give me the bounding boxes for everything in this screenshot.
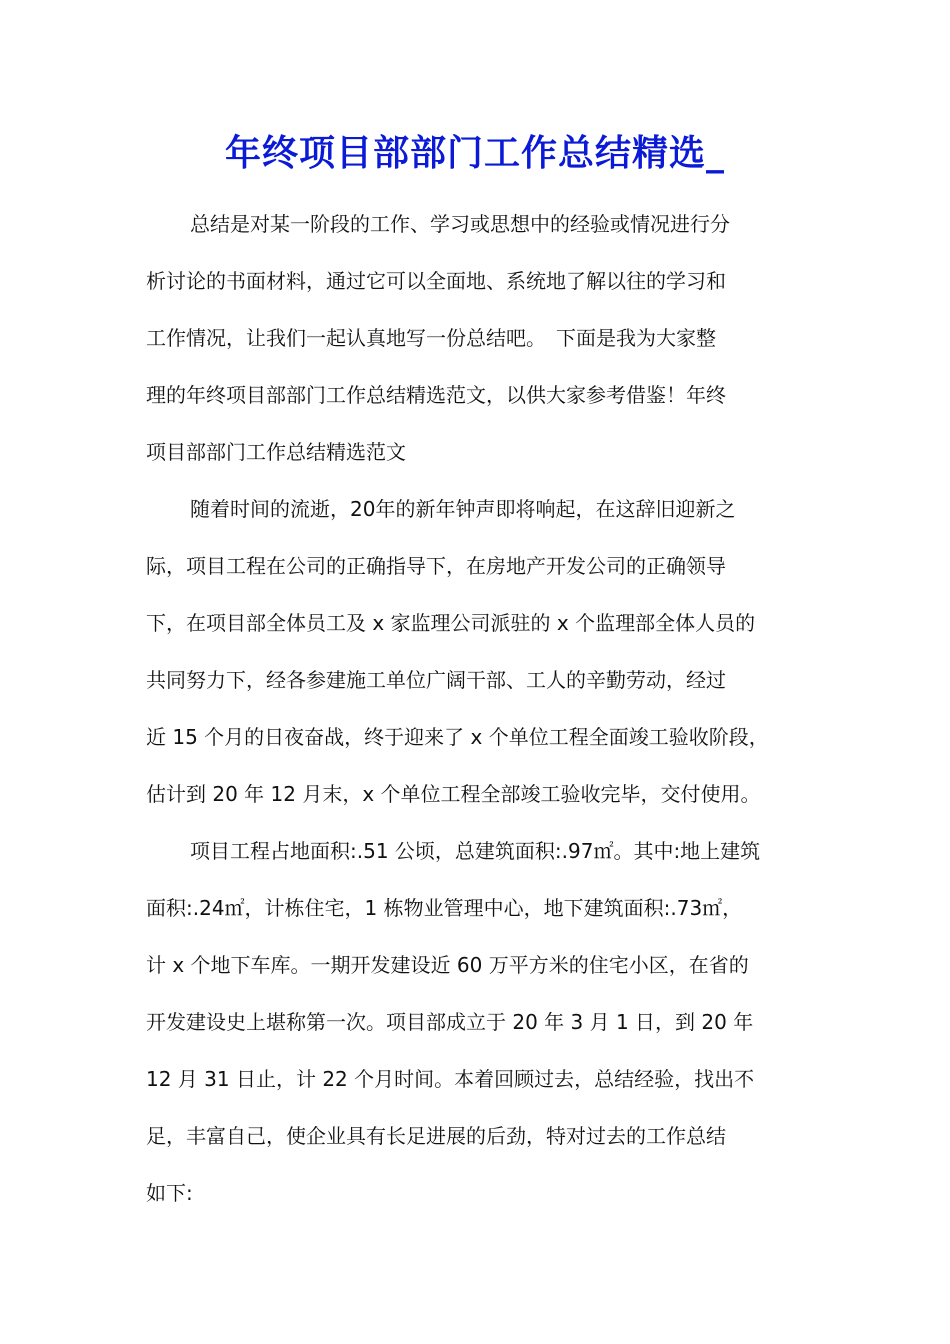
paragraph-3-line-6: 足，丰富自己，使企业具有长足进展的后劲，特对过去的工作总结 <box>146 1124 726 1148</box>
paragraph-3-line-5: 12 月 31 日止，计 22 个月时间。本着回顾过去，总结经验，找出不 <box>146 1067 755 1091</box>
paragraph-3-line-2: 面积:.24㎡，计栋住宅，1 栋物业管理中心，地下建筑面积:.73㎡， <box>146 896 743 920</box>
paragraph-2-line-1: 随着时间的流逝，20年的新年钟声即将响起，在这辞旧迎新之 <box>190 497 736 521</box>
paragraph-3-line-1: 项目工程占地面积:.51 公顷，总建筑面积:.97㎡。其中:地上建筑 <box>190 839 761 863</box>
paragraph-1-line-4: 理的年终项目部部门工作总结精选范文，以供大家参考借鉴！年终 <box>146 383 726 407</box>
paragraph-3-line-7: 如下: <box>146 1181 193 1205</box>
paragraph-2-line-3: 下，在项目部全体员工及 x 家监理公司派驻的 x 个监理部全体人员的 <box>146 611 756 635</box>
paragraph-1-line-5: 项目部部门工作总结精选范文 <box>146 440 406 464</box>
paragraph-3-line-3: 计 x 个地下车库。一期开发建设近 60 万平方米的住宅小区，在省的 <box>146 953 749 977</box>
paragraph-2-line-5: 近 15 个月的日夜奋战，终于迎来了 x 个单位工程全面竣工验收阶段， <box>146 725 769 749</box>
paragraph-3-line-4: 开发建设史上堪称第一次。项目部成立于 20 年 3 月 1 日，到 20 年 <box>146 1010 754 1034</box>
paragraph-1-line-3: 工作情况，让我们一起认真地写一份总结吧。 下面是我为大家整 <box>146 326 716 350</box>
paragraph-1-line-2: 析讨论的书面材料，通过它可以全面地、系统地了解以往的学习和 <box>146 269 726 293</box>
paragraph-2-line-4: 共同努力下，经各参建施工单位广阔干部、工人的辛勤劳动，经过 <box>146 668 726 692</box>
paragraph-2-line-6: 估计到 20 年 12 月末，x 个单位工程全部竣工验收完毕，交付使用。 <box>146 782 761 806</box>
paragraph-2-line-2: 际，项目工程在公司的正确指导下，在房地产开发公司的正确领导 <box>146 554 726 578</box>
document-title: 年终项目部部门工作总结精选_ <box>224 132 725 174</box>
paragraph-1-line-1: 总结是对某一阶段的工作、学习或思想中的经验或情况进行分 <box>190 212 730 236</box>
